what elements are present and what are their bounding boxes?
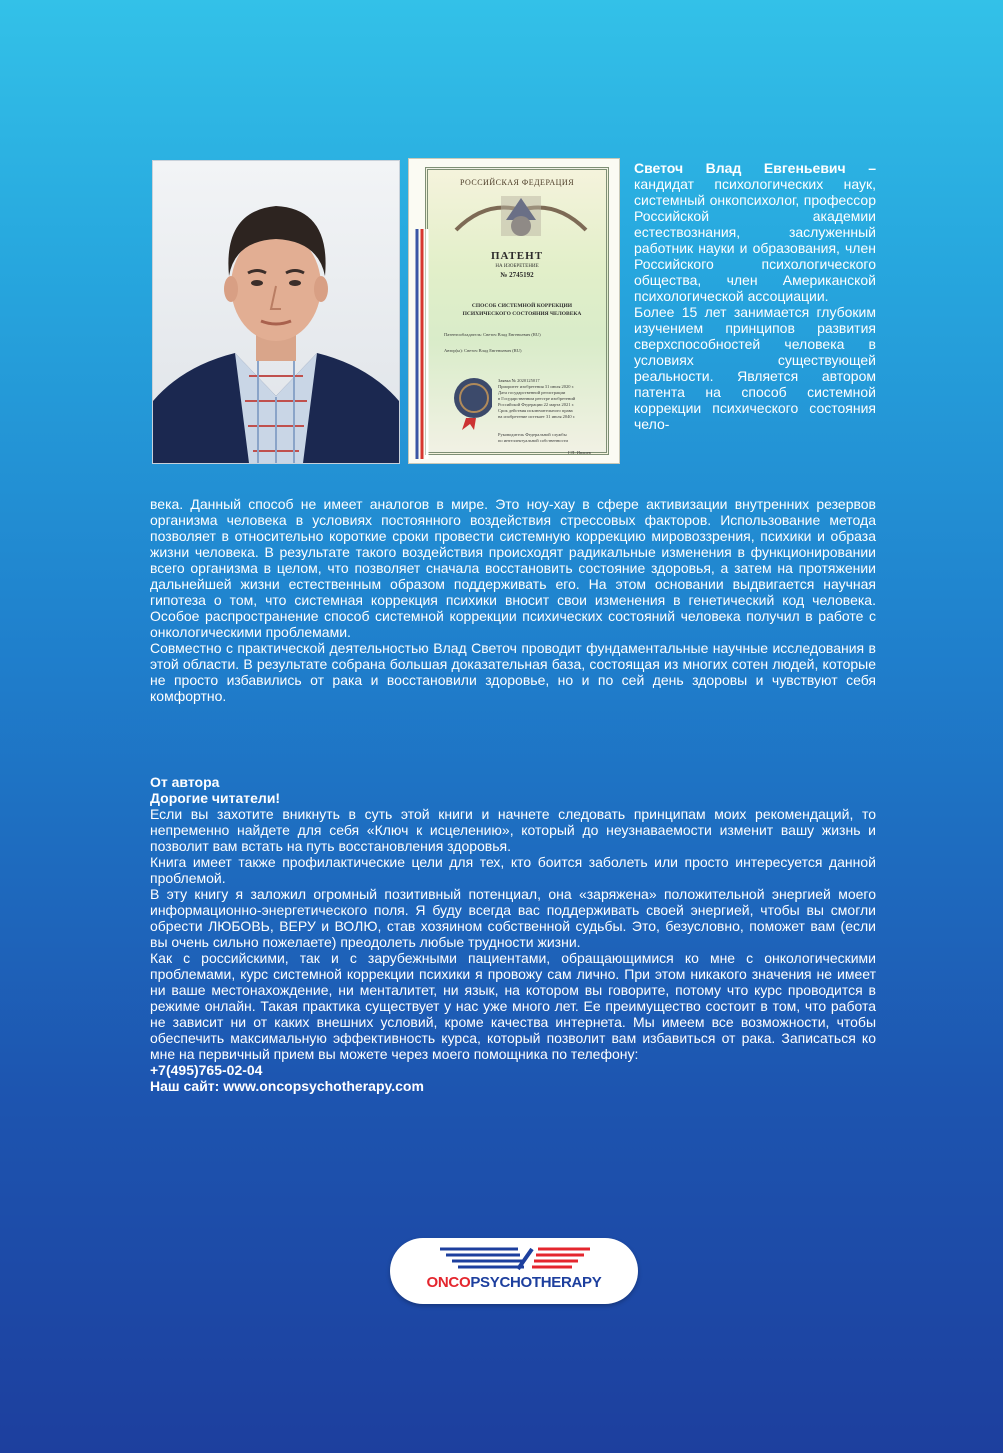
logo-part-onco: ONCO <box>426 1274 471 1291</box>
patent-head: Руководитель Федеральной службы <box>498 432 567 437</box>
author-name-dash: – <box>845 160 876 176</box>
patent-registration-3: Российской Федерации 22 марта 2021 г. <box>498 402 575 407</box>
author-paragraph-4: Как с российскими, так и с зарубежными пациентами, обращающимися ко мне с онкологическими проблемами, курс системной коррекции психики я провожу сам лично. При этом никакого значения не имеет ни ваше местонахождение, ни менталитет, ни язык, на котором вы говорите, потому что курс проводится в режиме онлайн. Такая практика существует у нас уже много лет. Ее преимущество состоит в том, что работа не зависит ни от каких внешних условий, кроме качества интернета. Мы имеем все возможности, чтобы обеспечить максимальную эффективность курса, который позволит вам избавиться от рака. Записаться ко мне на первичный прием вы можете через моего помощника по телефону: <box>150 950 876 1062</box>
patent-header: РОССИЙСКАЯ ФЕДЕРАЦИЯ <box>459 178 575 187</box>
patent-application: Заявка № 2020125017 <box>498 378 540 383</box>
bio-paragraph-2: Совместно с практической деятельностью Влад Светоч проводит фундаментальные научные исследования в этой области. В результате собрана большая доказательная база, состоящая из многих сотен людей, которые не просто избавились от рака и восстановили здоровье, но и по сей день здоровы и чувствуют себя комфортно. <box>150 640 876 704</box>
from-author-section <box>150 774 876 1094</box>
patent-holder: Патентообладатель: Светоч Влад Евгеньевич (RU) <box>444 332 541 337</box>
author-portrait-image <box>153 161 399 463</box>
author-credentials: кандидат психологических наук, системный онкопсихолог, профессор Российской академии естествознания, заслуженный работник науки и образования, член Российского психологического общества, член Американской психологической ассоциации. <box>634 176 876 304</box>
greeting: Дорогие читатели! <box>150 790 281 806</box>
patent-document-image <box>408 158 620 464</box>
coat-of-arms-icon <box>446 190 596 248</box>
patent-number: № 2745192 <box>500 271 534 279</box>
logo-wordmark <box>390 1274 638 1291</box>
patent-term: Срок действия исключительного права <box>498 408 573 413</box>
logo-part-psychotherapy: PSYCHOTHERAPY <box>470 1274 602 1291</box>
bio-paragraph-1: века. Данный способ не имеет аналогов в мире. Это ноу-хау в сфере активизации внутренних резервов организма человека в условиях постоянного воздействия стрессовых факторов. Использование метода позволяет в относительно короткие сроки провести системную коррекцию мировоззрения, психики и образа жизни человека. В результате такого воздействия происходят радикальные изменения в функционировании всего организма в целом, что позволяет сначала восстановить состояние здоровья, а затем на протяжении дальнейшей жизни естественным образом поддерживать его. На этом основании выдвигается научная гипотеза о том, что системная коррекция психики вносит свои изменения в генетический код человека. Особое распространение способ системной коррекции психических состояний человека получил в работе с онкологическими проблемами. <box>150 496 876 640</box>
patent-head-2: по интеллектуальной собственности <box>498 438 568 443</box>
author-bio-main <box>150 496 876 704</box>
patent-registration-2: в Государственном реестре изобретений <box>498 396 576 401</box>
patent-title: ПАТЕНТ <box>490 250 544 262</box>
patent-priority: Приоритет изобретения 31 июля 2020 г. <box>498 384 575 389</box>
patent-subtitle: НА ИЗОБРЕТЕНИЕ <box>495 264 539 269</box>
patent-frame <box>425 167 609 455</box>
patent-invention-title: СПОСОБ СИСТЕМНОЙ КОРРЕКЦИИ ПСИХИЧЕСКОГО СОСТОЯНИЯ ЧЕЛОВЕКА <box>462 303 582 317</box>
patent-signature: Г.П. Ивлиев <box>568 450 591 455</box>
author-paragraph-1: Если вы захотите вникнуть в суть этой книги и начнете следовать принципам моих рекомендаций, то непременно найдете для себя «Ключ к исцелению», который до неузнаваемости изменит вашу жизнь и позволит вам встать на путь восстановления здоровья. <box>150 806 876 854</box>
author-paragraph-2: Книга имеет также профилактические цели для тех, кто боится заболеть или просто интересуется данной проблемой. <box>150 854 876 886</box>
phone-number: +7(495)765-02-04 <box>150 1062 263 1078</box>
author-name: Светоч Влад Евгеньевич <box>634 160 846 176</box>
website: Наш сайт: www.oncopsychotherapy.com <box>150 1078 424 1094</box>
patent-term-2: на изобретение истекает 31 июля 2040 г. <box>498 414 576 419</box>
seal-icon <box>446 370 492 430</box>
author-photo <box>152 160 400 464</box>
oncopsychotherapy-logo <box>390 1238 638 1304</box>
from-author-heading: От автора <box>150 774 220 790</box>
patent-registration: Дата государственной регистрации <box>498 390 566 395</box>
author-bio-side <box>634 160 876 432</box>
author-bio-paragraph: Более 15 лет занимается глубоким изучением принципов развития сверхспособностей человека в условиях существующей реальности. Является автором патента на способ системной коррекции психического состояния чело- <box>634 304 876 432</box>
author-paragraph-3: В эту книгу я заложил огромный позитивный потенциал, она «заряжена» положительной энергией моего информационно-энергетического поля. Я буду всегда вас поддерживать своей энергией, чтобы вы смогли обрести ЛЮБОВЬ, ВЕРУ и ВОЛЮ, став хозяином собственной судьбы. Это, безусловно, поможет вам (если вы очень сильно пожелаете) преодолеть любые трудности жизни. <box>150 886 876 950</box>
patent-ribbon-icon <box>413 229 433 459</box>
logo-stripes-icon <box>440 1247 590 1271</box>
patent-authors: Автор(ы): Светоч Влад Евгеньевич (RU) <box>444 348 522 353</box>
